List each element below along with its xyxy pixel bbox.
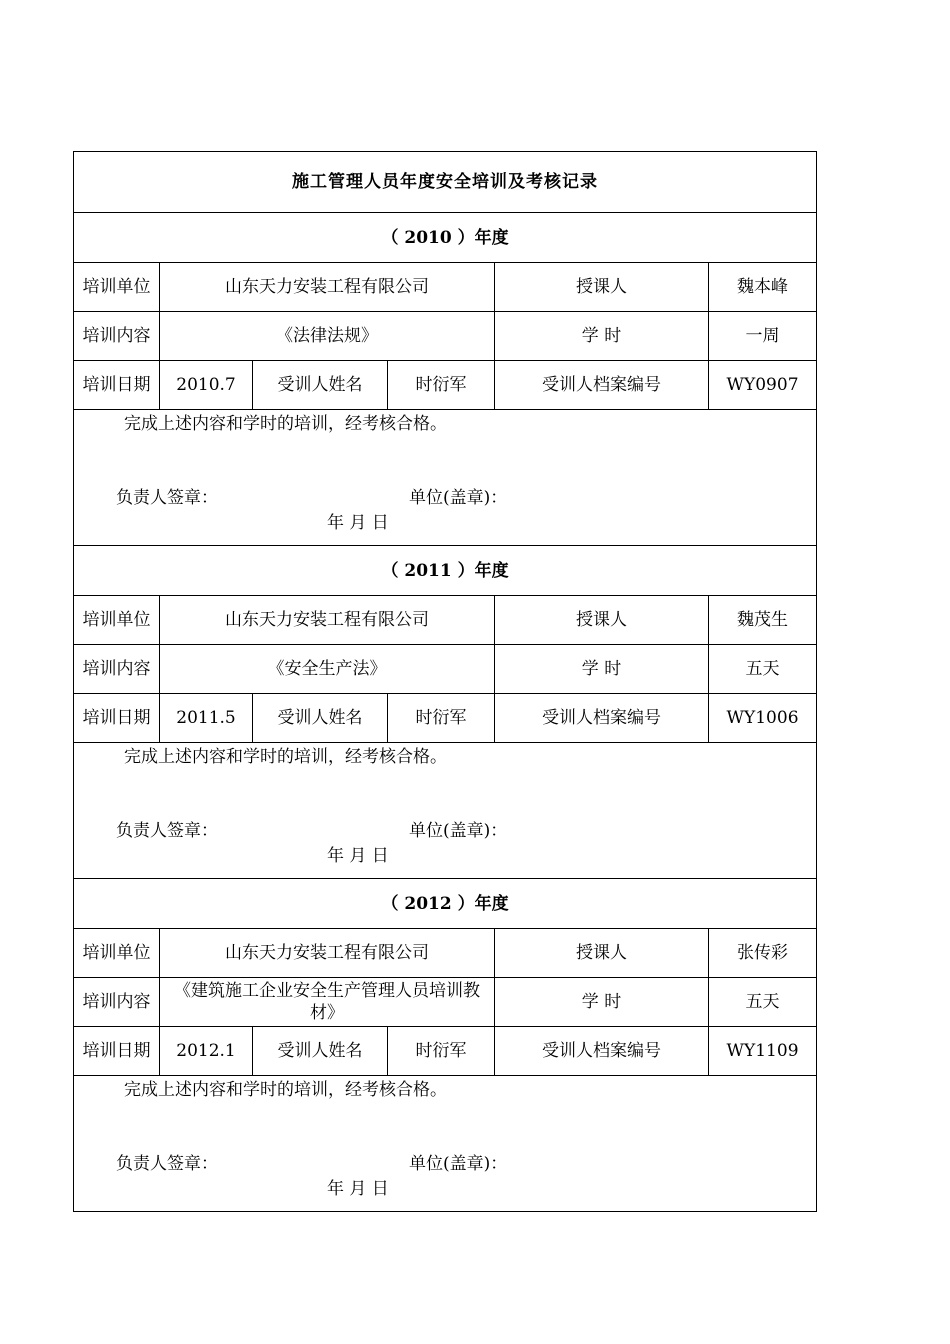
training-content-label: 培训内容 [74,312,160,361]
responsible-signature-label: 负责人签章： [116,821,218,841]
trainee-name-value: 时衍军 [388,361,495,410]
file-number-value: WY1006 [709,694,817,743]
year-header: （ 2010 ）年度 [74,213,817,263]
completion-section [74,410,817,546]
completion-text: 完成上述内容和学时的培训，经考核合格。 [124,747,447,767]
training-unit-label: 培训单位 [74,263,160,312]
hours-value: 五天 [709,645,817,694]
hours-label: 学 时 [495,978,709,1027]
date-line: 年 月 日 [327,846,389,866]
training-unit-value: 山东天力安装工程有限公司 [160,263,495,312]
training-date-label: 培训日期 [74,361,160,410]
training-date-label: 培训日期 [74,694,160,743]
date-line: 年 月 日 [327,1179,389,1199]
teacher-value: 张传彩 [709,929,817,978]
training-unit-value: 山东天力安装工程有限公司 [160,929,495,978]
trainee-name-label: 受训人姓名 [253,694,388,743]
training-record-table [73,151,817,1212]
trainee-name-value: 时衍军 [388,694,495,743]
teacher-label: 授课人 [495,263,709,312]
file-number-label: 受训人档案编号 [495,361,709,410]
completion-section [74,743,817,879]
training-content-value: 《安全生产法》 [160,645,495,694]
training-date-value: 2010.7 [160,361,253,410]
year-header: （ 2011 ）年度 [74,546,817,596]
page-title: 施工管理人员年度安全培训及考核记录 [74,152,817,213]
training-content-value: 《法律法规》 [160,312,495,361]
training-content-label: 培训内容 [74,645,160,694]
hours-value: 五天 [709,978,817,1027]
completion-text: 完成上述内容和学时的培训，经考核合格。 [124,1080,447,1100]
training-date-label: 培训日期 [74,1027,160,1076]
unit-seal-label: 单位(盖章)： [409,1154,508,1174]
file-number-label: 受训人档案编号 [495,1027,709,1076]
training-unit-label: 培训单位 [74,929,160,978]
teacher-label: 授课人 [495,929,709,978]
training-unit-value: 山东天力安装工程有限公司 [160,596,495,645]
unit-seal-label: 单位(盖章)： [409,821,508,841]
date-line: 年 月 日 [327,513,389,533]
hours-label: 学 时 [495,312,709,361]
file-number-label: 受训人档案编号 [495,694,709,743]
completion-section [74,1076,817,1212]
year-header: （ 2012 ）年度 [74,879,817,929]
file-number-value: WY1109 [709,1027,817,1076]
trainee-name-label: 受训人姓名 [253,361,388,410]
training-content-label: 培训内容 [74,978,160,1027]
hours-value: 一周 [709,312,817,361]
trainee-name-value: 时衍军 [388,1027,495,1076]
trainee-name-label: 受训人姓名 [253,1027,388,1076]
training-unit-label: 培训单位 [74,596,160,645]
completion-text: 完成上述内容和学时的培训，经考核合格。 [124,414,447,434]
training-date-value: 2012.1 [160,1027,253,1076]
file-number-value: WY0907 [709,361,817,410]
unit-seal-label: 单位(盖章)： [409,488,508,508]
teacher-value: 魏茂生 [709,596,817,645]
hours-label: 学 时 [495,645,709,694]
responsible-signature-label: 负责人签章： [116,1154,218,1174]
teacher-value: 魏本峰 [709,263,817,312]
training-content-value: 《建筑施工企业安全生产管理人员培训教材》 [160,978,495,1027]
teacher-label: 授课人 [495,596,709,645]
responsible-signature-label: 负责人签章： [116,488,218,508]
training-date-value: 2011.5 [160,694,253,743]
